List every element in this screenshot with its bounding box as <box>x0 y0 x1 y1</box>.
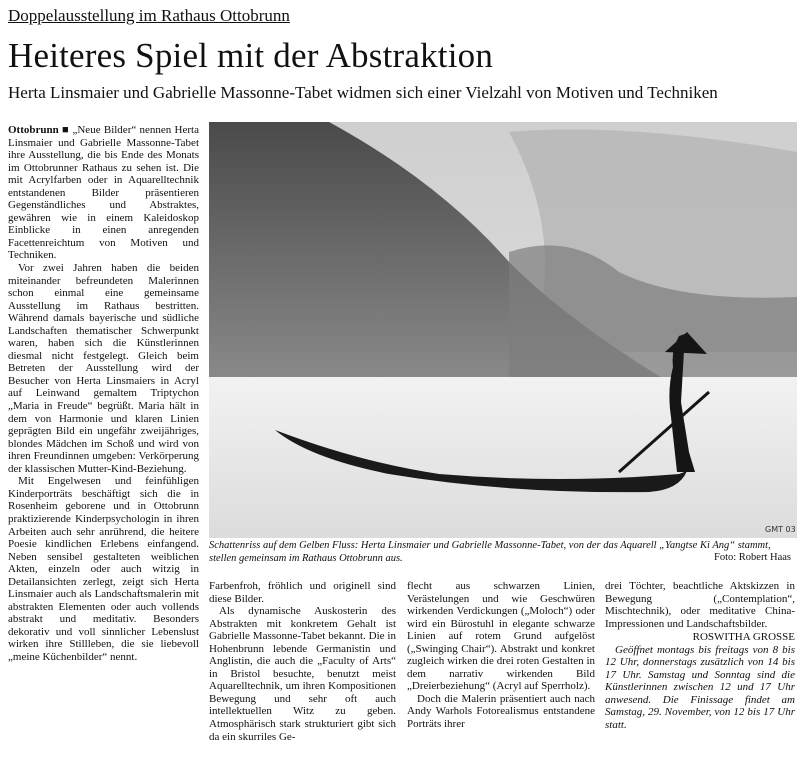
paragraph: Farbenfroh, fröhlich und originell sind diese Bilder. <box>209 580 396 605</box>
caption-text: Schattenriss auf dem Gelben Fluss: Herta Linsmaier und Gabrielle Massonne-Tabet, von der das Aquarell „Yangtse Ki Ang“ stammt, stellen gemeinsam im Rathaus Ottobrunn aus. <box>209 540 771 564</box>
paragraph: Doch die Malerin präsentiert auch nach Andy Warhols Fotorealismus entstandene Porträts ihrer <box>407 692 595 731</box>
paragraph <box>8 124 199 262</box>
paragraph: flecht aus schwarzen Linien, Verästelungen und wie Geschwüren wirkenden Verdickungen („Moloch“) oder wird ein Bürostuhl in elegante schwarze Linien auf rotem Grund aufgelöst („Swinging Chair“). Abstrakt und konkret zugleich wirken die drei roten Gestalten in dem narrativ wirkenden Bild „Dreierbeziehung“ (Acryl auf Sperrholz). <box>407 580 595 693</box>
painting-signature: GMT 03 <box>765 525 796 534</box>
opening-hours-info: Geöffnet montags bis freitags von 8 bis 12 Uhr, donnerstags zusätzlich von 14 bis 17 Uhr. Samstag und Sonntag sind die Künstlerinnen zwischen 12 und 17 Uhr anwesend. Die Finissage findet am Samstag, 29. November, von 12 bis 17 Uhr statt. <box>605 643 795 732</box>
article-headline: Heiteres Spiel mit der Abstraktion <box>8 36 494 75</box>
paragraph-text: „Neue Bilder“ nennen Herta Linsmaier und Gabrielle Massonne-Tabet ihre Ausstellung, die bis Ende des Monats im Ottobrunner Rathaus zu sehen ist. Die mit Acrylfarben oder in Aquarelltechnik entstandenen Bilder präsentieren Gegenständliches und Abstraktes, gewähren wie in einem Kaleidoskop Einblicke in einen anregenden Facettenreichtum von Motiven und Techniken. <box>8 124 199 262</box>
article-photo <box>209 122 797 538</box>
river-water <box>209 377 797 538</box>
paragraph: Als dynamische Auskosterin des Abstrakten mit konkretem Gehalt ist Gabrielle Massonne-Tabet bekannt. Die in Hohenbrunn lebende Germanistin und Anglistin, die auch die „Faculty of Arts“ in Bristol besuchte, benutzt meist Aquarelltechnik, um ihren Kompositionen Bewegung und sehr oft auch intellektuellen Witz zu geben. Atmosphärisch stark strukturiert gibt sich da ein skurriles Ge- <box>209 605 396 743</box>
text-column-3 <box>407 580 595 776</box>
article-kicker: Doppelausstellung im Rathaus Ottobrunn <box>8 6 290 25</box>
dateline: Ottobrunn ■ <box>8 124 70 136</box>
author-byline: ROSWITHA GROSSE <box>692 631 795 644</box>
text-column-4 <box>605 580 795 776</box>
text-column-2 <box>209 580 396 776</box>
text-column-1 <box>8 124 199 774</box>
paragraph: Mit Engelwesen und feinfühligen Kinderporträts beschäftigt sich die in Rosenheim geborene und in Ottobrunn praktizierende Kinderpsychologin in ihren Arbeiten auch sehr anrührend, die heitere Poesie kindlichen Erlebens einfangend. Neben sensibel gestalteten weiblichen Akten, einzeln oder auch witzig in Detailansichten zerlegt, zeigt sich Herta Linsmaier auch als Landschaftsmalerin mit abstrakten Elementen oder auch vollends abstrakt und meditativ. Besonders dekorativ und voll sinnlicher Lebenslust wirken ihre Stillleben, die sie liebevoll „meine Küchenbilder“ nennt. <box>8 475 199 663</box>
paragraph: drei Töchter, beachtliche Aktskizzen in Bewegung („Contemplation“, Mischtechnik), oder meditative China-Impressionen und Landschaftsbilder. <box>605 580 795 630</box>
article-subheadline: Herta Linsmaier und Gabrielle Massonne-Tabet widmen sich einer Vielzahl von Motiven und Techniken <box>8 83 718 102</box>
watercolor-painting <box>209 122 797 538</box>
photo-caption <box>209 540 797 565</box>
photo-credit: Foto: Robert Haas <box>714 552 791 563</box>
paragraph: Vor zwei Jahren haben die beiden miteinander befreundeten Malerinnen schon einmal eine gemeinsame Ausstellung im Rathaus bestritten. Während damals bayerische und südliche Landschaften thematischer Schwerpunkt waren, haben sich die Künstlerinnen diesmal nicht festgelegt. Gleich beim Betreten der Ausstellung wird der Besucher von Herta Linsmaiers in Acryl auf Leinwand gemaltem Triptychon „Maria in Freude“ begrüßt. Maria hält in dem von Harmonie und klaren Linien geprägten Bild ein ungefähr zweijähriges, blondes Mädchen im Schoß und wird von ihren Freundinnen umgeben: Verkörperung der klassischen Mutter-Kind-Beziehung. <box>8 262 199 475</box>
